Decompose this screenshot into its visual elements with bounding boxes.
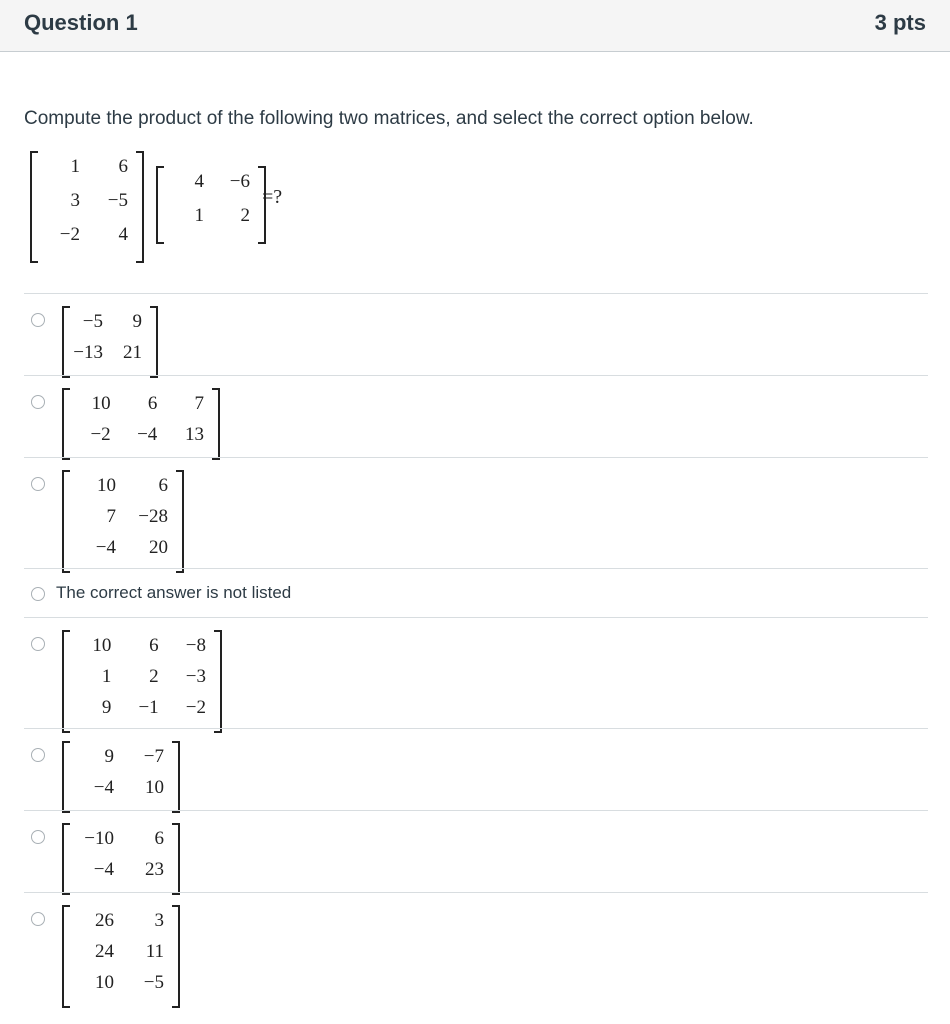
matrix-cell: −2 <box>90 424 111 445</box>
bracket-cap <box>258 166 266 168</box>
matrix-cell: 3 <box>70 190 80 211</box>
bracket-cap <box>62 630 70 632</box>
matrix-cell: 4 <box>194 171 204 192</box>
answer-radio[interactable] <box>31 748 45 762</box>
matrix-cell: −13 <box>73 342 103 363</box>
matrix-cell: 26 <box>95 910 114 931</box>
matrix-cell: −5 <box>107 190 128 211</box>
bracket-cap <box>150 306 158 308</box>
bracket-cap <box>62 388 70 390</box>
matrix-cell: 10 <box>91 393 111 414</box>
bracket-cap <box>172 905 180 907</box>
matrix-cell: −2 <box>185 697 206 718</box>
matrix-cell: −8 <box>185 635 206 656</box>
matrix-cell: 23 <box>145 859 164 880</box>
answer-option[interactable] <box>24 728 928 810</box>
matrix-b <box>156 168 266 244</box>
answer-option[interactable] <box>24 457 928 568</box>
matrix-cell: −2 <box>59 224 80 245</box>
bracket-cap <box>62 306 70 308</box>
matrix-cell: 10 <box>97 475 116 496</box>
matrix-cell: −3 <box>185 666 206 687</box>
bracket-cap <box>62 741 70 743</box>
bracket-cap <box>214 630 222 632</box>
matrix-cell: −4 <box>93 777 114 798</box>
answer-radio[interactable] <box>31 313 45 327</box>
matrix-cell: 9 <box>101 697 112 718</box>
matrix-cell: 10 <box>95 972 114 993</box>
matrix-cell: 11 <box>145 941 164 962</box>
answer-matrix <box>62 308 158 378</box>
answer-option[interactable] <box>24 568 928 617</box>
bracket-cap <box>172 823 180 825</box>
answer-matrix <box>62 632 222 733</box>
matrix-cell: −5 <box>143 972 164 993</box>
matrix-cell: 1 <box>194 205 204 226</box>
bracket-cap <box>176 470 184 472</box>
matrix-cell: 13 <box>184 424 204 445</box>
bracket-cap <box>30 261 38 263</box>
question-points: 3 pts <box>874 10 926 35</box>
matrix-cell: 20 <box>149 537 168 558</box>
bracket-cap <box>30 151 38 153</box>
matrix-cell: 7 <box>106 506 116 527</box>
bracket-cap <box>62 1006 70 1008</box>
answer-option[interactable] <box>24 375 928 457</box>
matrix-cell: −1 <box>138 697 159 718</box>
question-text: Compute the product of the following two matrices, and select the correct option below. <box>24 108 754 129</box>
answer-matrix <box>62 907 180 1008</box>
matrix-cell: 6 <box>154 828 164 849</box>
matrix-cell: −10 <box>84 828 114 849</box>
matrix-cell: 3 <box>154 910 164 931</box>
answer-radio[interactable] <box>31 912 45 926</box>
bracket-cap <box>62 905 70 907</box>
matrix-cell: 9 <box>104 746 114 767</box>
answer-radio[interactable] <box>31 830 45 844</box>
matrix-a <box>30 153 144 263</box>
matrix-cell: 9 <box>132 311 142 332</box>
matrix-cell: 4 <box>118 224 128 245</box>
equals-sign: =? <box>262 186 283 208</box>
answer-matrix <box>62 825 180 895</box>
matrix-cell: −5 <box>82 311 103 332</box>
bracket-cap <box>156 242 164 244</box>
answer-option[interactable] <box>24 810 928 892</box>
answer-label: The correct answer is not listed <box>56 583 292 602</box>
matrix-cell: 1 <box>101 666 112 687</box>
matrix-cell: 2 <box>149 666 159 687</box>
question-title: Question 1 <box>24 10 138 35</box>
answer-matrix <box>62 390 220 460</box>
matrix-cell: 6 <box>147 393 158 414</box>
matrix-cell: 7 <box>194 393 204 414</box>
matrix-cell: 6 <box>118 156 128 177</box>
answer-matrix <box>62 743 180 813</box>
answer-option[interactable] <box>24 892 928 1000</box>
matrix-cell: −4 <box>137 424 158 445</box>
matrix-cell: −4 <box>93 859 114 880</box>
answer-option[interactable] <box>24 293 928 375</box>
bracket-cap <box>172 1006 180 1008</box>
bracket-cap <box>136 261 144 263</box>
matrix-cell: −7 <box>143 746 164 767</box>
bracket-cap <box>258 242 266 244</box>
bracket-cap <box>62 823 70 825</box>
question-header <box>0 0 950 52</box>
answer-matrix <box>62 472 184 573</box>
answer-option[interactable] <box>24 617 928 728</box>
bracket-cap <box>62 470 70 472</box>
bracket-cap <box>172 741 180 743</box>
matrix-cell: 21 <box>123 342 142 363</box>
bracket-cap <box>136 151 144 153</box>
answer-radio[interactable] <box>31 637 45 651</box>
bracket-cap <box>156 166 164 168</box>
answer-radio[interactable] <box>31 477 45 491</box>
matrix-cell: −4 <box>95 537 116 558</box>
matrix-cell: 6 <box>158 475 168 496</box>
matrix-cell: 2 <box>240 205 250 226</box>
bracket-cap <box>212 388 220 390</box>
matrix-cell: 10 <box>145 777 164 798</box>
answer-radio[interactable] <box>31 587 45 601</box>
matrix-cell: 24 <box>95 941 114 962</box>
matrix-cell: −28 <box>138 506 168 527</box>
answer-radio[interactable] <box>31 395 45 409</box>
matrix-cell: −6 <box>229 171 250 192</box>
matrix-cell: 10 <box>92 635 112 656</box>
matrix-cell: 1 <box>70 156 80 177</box>
matrix-cell: 6 <box>149 635 159 656</box>
